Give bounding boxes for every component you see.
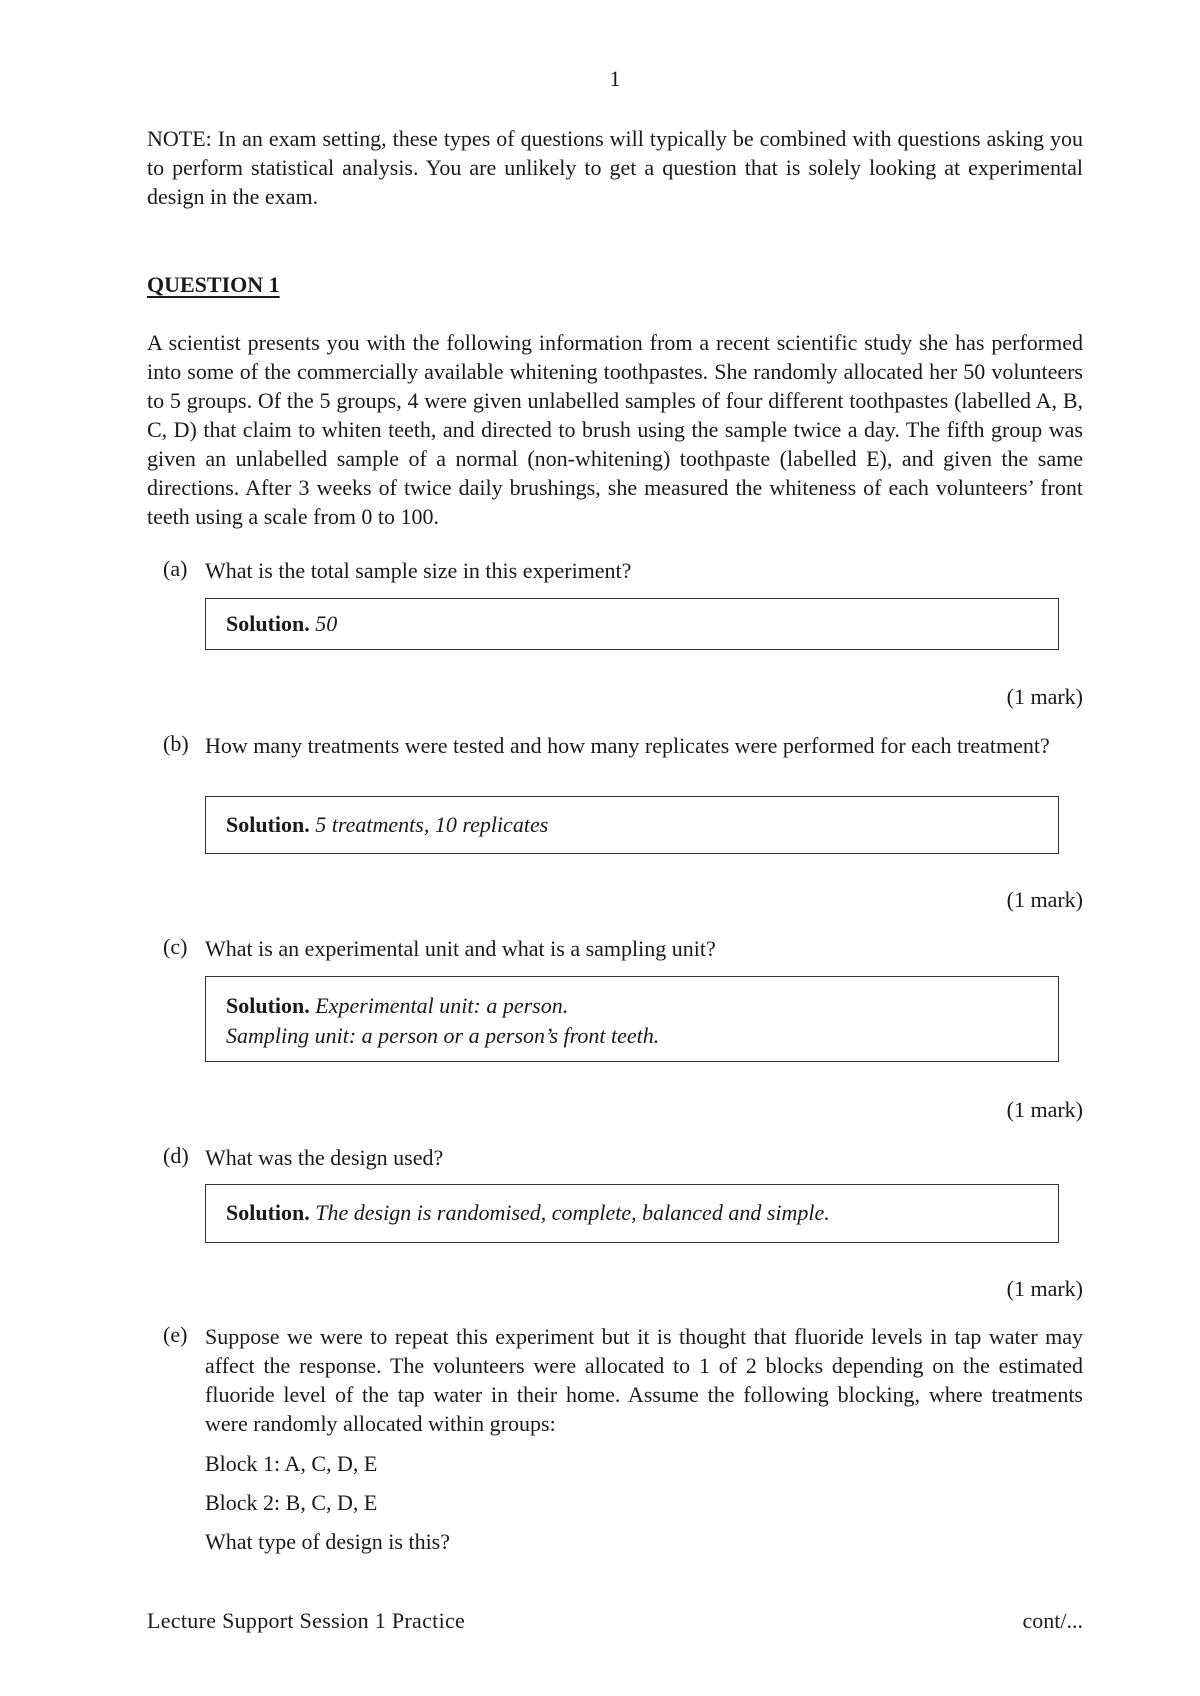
- solution-label: Solution.: [226, 812, 310, 837]
- part-question: How many treatments were tested and how many replicates were performed for each treatment?: [205, 733, 1050, 758]
- solution-label: Solution.: [226, 611, 310, 636]
- part-question: What was the design used?: [205, 1145, 444, 1170]
- footer-continued: cont/...: [1022, 1608, 1083, 1633]
- part-label: (d): [163, 1143, 189, 1168]
- footer-title: Lecture Support Session 1 Practice: [147, 1608, 466, 1633]
- exam-note: NOTE: In an exam setting, these types of questions will typically be combined with questions asking you to perform statistical analysis. You are unlikely to get a question that is solely looking at experimental design in the exam.: [147, 126, 1083, 209]
- solution-label: Solution.: [226, 1200, 310, 1225]
- part-label: (a): [163, 556, 188, 581]
- question-intro: A scientist presents you with the following information from a recent scientific study she has performed into some of the commercially available whitening toothpastes. She randomly allocated her 50 volunteers to 5 groups. Of the 5 groups, 4 were given unlabelled samples of four different toothpastes (labelled A, B, C, D) that claim to whiten teeth, and directed to brush using the sample twice a day. The fifth group was given an unlabelled sample of a normal (non-whitening) toothpaste (labelled E), and given the same directions. After 3 weeks of twice daily brushings, she measured the whiteness of each volunteers’ front teeth using a scale from 0 to 100.: [147, 330, 1083, 529]
- question-heading: QUESTION 1: [147, 272, 280, 297]
- solution-answer: The design is randomised, complete, balanced and simple.: [315, 1200, 830, 1225]
- mark-d: (1 mark): [1006, 1276, 1083, 1301]
- page-number: 1: [609, 66, 621, 91]
- solution-answer: 5 treatments, 10 replicates: [315, 812, 549, 837]
- part-question: What is an experimental unit and what is a sampling unit?: [205, 936, 716, 961]
- part-question: What is the total sample size in this experiment?: [205, 558, 632, 583]
- part-label: (b): [163, 731, 189, 756]
- mark-c: (1 mark): [1006, 1097, 1083, 1122]
- solution-answer: 50: [315, 611, 338, 636]
- part-label: (e): [163, 1322, 188, 1347]
- solution-answer-line-2: Sampling unit: a person or a person’s front teeth.: [226, 1023, 660, 1048]
- solution-label: Solution.: [226, 993, 310, 1018]
- part-e-follow-up: What type of design is this?: [205, 1529, 451, 1554]
- block-1: Block 1: A, C, D, E: [205, 1451, 378, 1476]
- solution-box-a: [205, 598, 1059, 650]
- solution-answer-line-1: Experimental unit: a person.: [315, 993, 569, 1018]
- part-e: [147, 1322, 1083, 1442]
- part-label: (c): [163, 934, 188, 959]
- mark-b: (1 mark): [1006, 887, 1083, 912]
- block-2: Block 2: B, C, D, E: [205, 1490, 378, 1515]
- mark-a: (1 mark): [1006, 684, 1083, 709]
- solution-box-b: [205, 796, 1059, 854]
- part-question: Suppose we were to repeat this experiment but it is thought that fluoride levels in tap water may affect the response. The volunteers were allocated to 1 of 2 blocks depending on the estimated fluoride level of the tap water in their home. Assume the following blocking, where treatments were randomly allocated within groups:: [205, 1324, 1083, 1436]
- solution-box-d: [205, 1184, 1059, 1243]
- part-b: [147, 731, 1083, 791]
- solution-box-c: [205, 976, 1059, 1062]
